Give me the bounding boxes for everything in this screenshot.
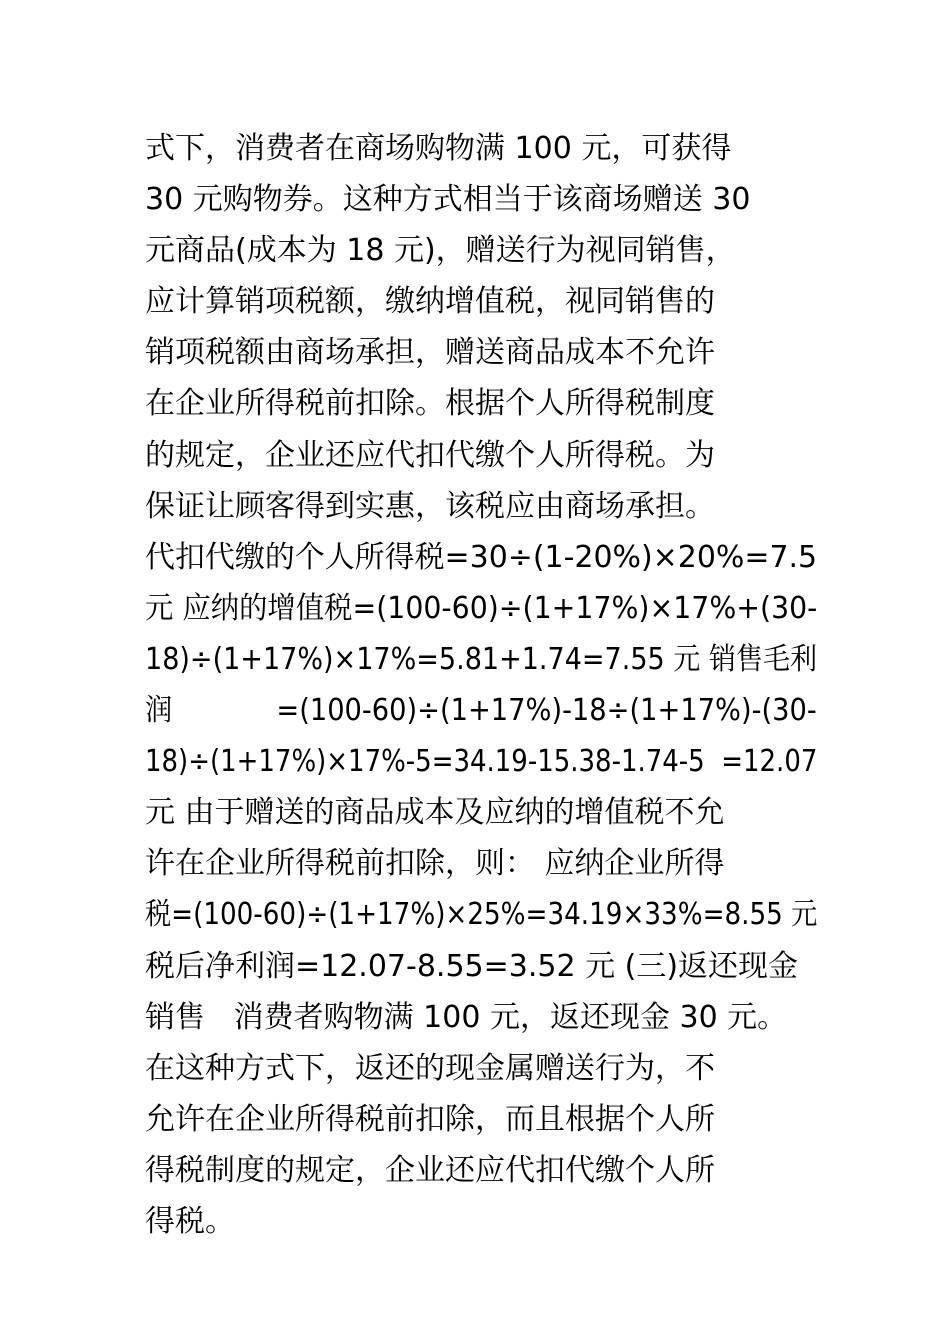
text-line: 允许在企业所得税前扣除，而且根据个人所 (145, 1101, 715, 1137)
text-line: 元商品(成本为 18 元)，赠送行为视同销售， (145, 233, 736, 269)
text-line: 元 应纳的增值税=(100-60)÷(1+17%)×17%+(30- (145, 590, 818, 626)
text-line: 30 元购物券。这种方式相当于该商场赠送 30 (145, 182, 751, 218)
text-line: 润 =(100-60)÷(1+17%)-18÷(1+17%)-(30- (145, 693, 817, 729)
text-line: 元 由于赠送的商品成本及应纳的增值税不允 (145, 795, 725, 831)
text-line: 代扣代缴的个人所得税=30÷(1-20%)×20%=7.5 (145, 539, 818, 575)
text-line: 得税制度的规定，企业还应代扣代缴个人所 (145, 1152, 715, 1188)
text-line: 销售 消费者购物满 100 元，返还现金 30 元。 (145, 999, 788, 1035)
body-text (145, 123, 817, 1247)
text-line: 在这种方式下，返还的现金属赠送行为，不 (145, 1050, 715, 1086)
text-line: 18)÷(1+17%)×17%=5.81+1.74=7.55 元 销售毛利 (145, 641, 818, 677)
text-line: 在企业所得税前扣除。根据个人所得税制度 (145, 386, 715, 422)
text-line: 应计算销项税额，缴纳增值税，视同销售的 (145, 284, 715, 320)
text-line: 税后净利润=12.07-8.55=3.52 元 (三)返还现金 (145, 948, 799, 984)
text-line: 式下，消费者在商场购物满 100 元，可获得 (145, 131, 732, 166)
text-line: 18)÷(1+17%)×17%-5=34.19-15.38-1.74-5 =12.07 (145, 744, 818, 780)
text-line: 销项税额由商场承担，赠送商品成本不允许 (145, 335, 715, 371)
text-line: 税=(100-60)÷(1+17%)×25%=34.19×33%=8.55 元 (145, 897, 818, 933)
text-line: 的规定，企业还应代扣代缴个人所得税。为 (145, 437, 715, 473)
text-line: 许在企业所得税前扣除，则： 应纳企业所得 (145, 846, 725, 882)
text-line: 保证让顾客得到实惠，该税应由商场承担。 (145, 488, 715, 524)
text-line: 得税。 (145, 1203, 235, 1239)
